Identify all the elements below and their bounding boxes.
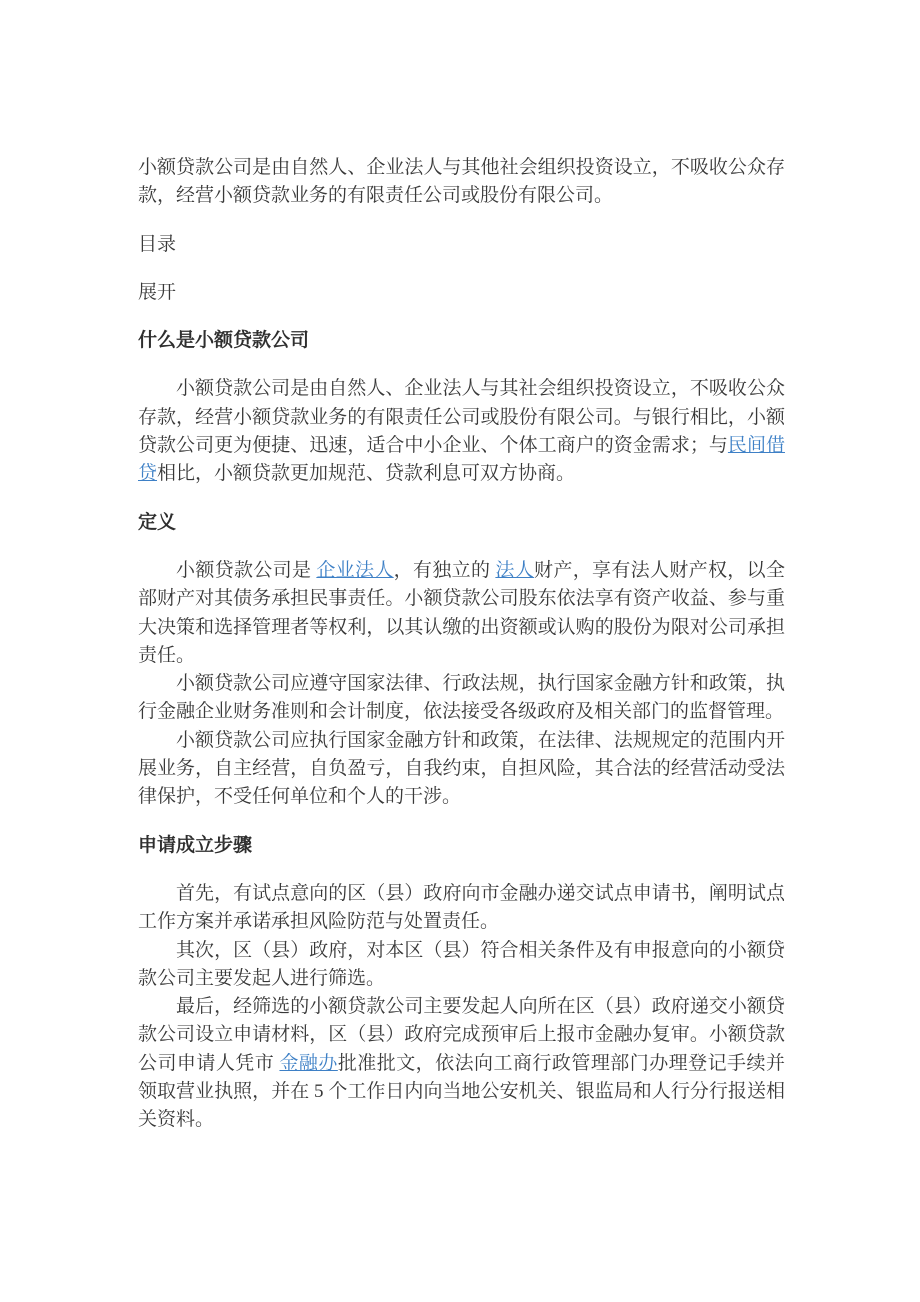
text-run: 最后，经筛选的小额贷款公司主要发起人向所在区（县）政府递交小额贷款公司设立申请材料，区（县）政府完成预审后上报市金融办复审。小额贷款公司申请人凭市 bbox=[138, 996, 785, 1074]
text-run: 财产，享有法人财产权，以全部财产对其债务承担民事责任。小额贷款公司股东依法享有资产收益、参与重大决策和选择管理者等权利，以其认缴的出资额或认购的股份为限对公司承担责任。 bbox=[138, 559, 785, 666]
section-heading-what-is: 什么是小额贷款公司 bbox=[138, 330, 310, 352]
definition-paragraph-1 bbox=[138, 557, 785, 670]
steps-paragraph-last bbox=[138, 993, 785, 1134]
link-enterprise-legal-person[interactable]: 企业法人 bbox=[316, 559, 394, 581]
link-folk-lending[interactable]: 民间借贷 bbox=[138, 435, 785, 485]
steps-paragraph-first: 首先，有试点意向的区（县）政府向市金融办递交试点申请书，阐明试点工作方案并承诺承担风险防范与处置责任。 bbox=[138, 882, 785, 933]
text-run: 批准批文，依法向工商行政管理部门办理登记手续并领取营业执照，并在 5 个工作日内向当地公安机关、银监局和人行分行报送相关资料。 bbox=[138, 1052, 785, 1131]
text-run: ，有独立的 bbox=[393, 559, 496, 581]
what-is-paragraph bbox=[138, 375, 785, 488]
text-run: 小额贷款公司是由自然人、企业法人与其社会组织投资设立，不吸收公众存款，经营小额贷款业务的有限责任公司或股份有限公司。与银行相比，小额贷款公司更为便捷、迅速，适合中小企业、个体工商户的资金需求；与 bbox=[138, 378, 785, 457]
steps-paragraph-second: 其次，区（县）政府，对本区（县）符合相关条件及有申报意向的小额贷款公司主要发起人进行筛选。 bbox=[138, 939, 785, 989]
section-heading-steps: 申请成立步骤 bbox=[138, 834, 253, 856]
link-financial-office[interactable]: 金融办 bbox=[279, 1052, 338, 1074]
link-legal-person[interactable]: 法人 bbox=[495, 559, 535, 581]
text-run: 相比，小额贷款更加规范、贷款利息可双方协商。 bbox=[157, 463, 576, 485]
definition-paragraph-2: 小额贷款公司应遵守国家法律、行政法规，执行国家金融方针和政策，执行金融企业财务准则和会计制度，依法接受各级政府及相关部门的监督管理。 bbox=[138, 673, 785, 723]
section-heading-definition: 定义 bbox=[138, 511, 177, 533]
text-run: 小额贷款公司是 bbox=[176, 559, 317, 581]
toc-label: 目录 bbox=[138, 233, 177, 255]
intro-paragraph: 小额贷款公司是由自然人、企业法人与其他社会组织投资设立，不吸收公众存款，经营小额贷款业务的有限责任公司或股份有限公司。 bbox=[138, 157, 785, 207]
definition-paragraphs bbox=[138, 557, 785, 812]
expand-control[interactable]: 展开 bbox=[138, 281, 177, 303]
steps-paragraphs bbox=[138, 880, 785, 1135]
definition-paragraph-3: 小额贷款公司应执行国家金融方针和政策，在法律、法规规定的范围内开展业务，自主经营，自负盈亏，自我约束，自担风险，其合法的经营活动受法律保护，不受任何单位和个人的干涉。 bbox=[138, 729, 785, 808]
